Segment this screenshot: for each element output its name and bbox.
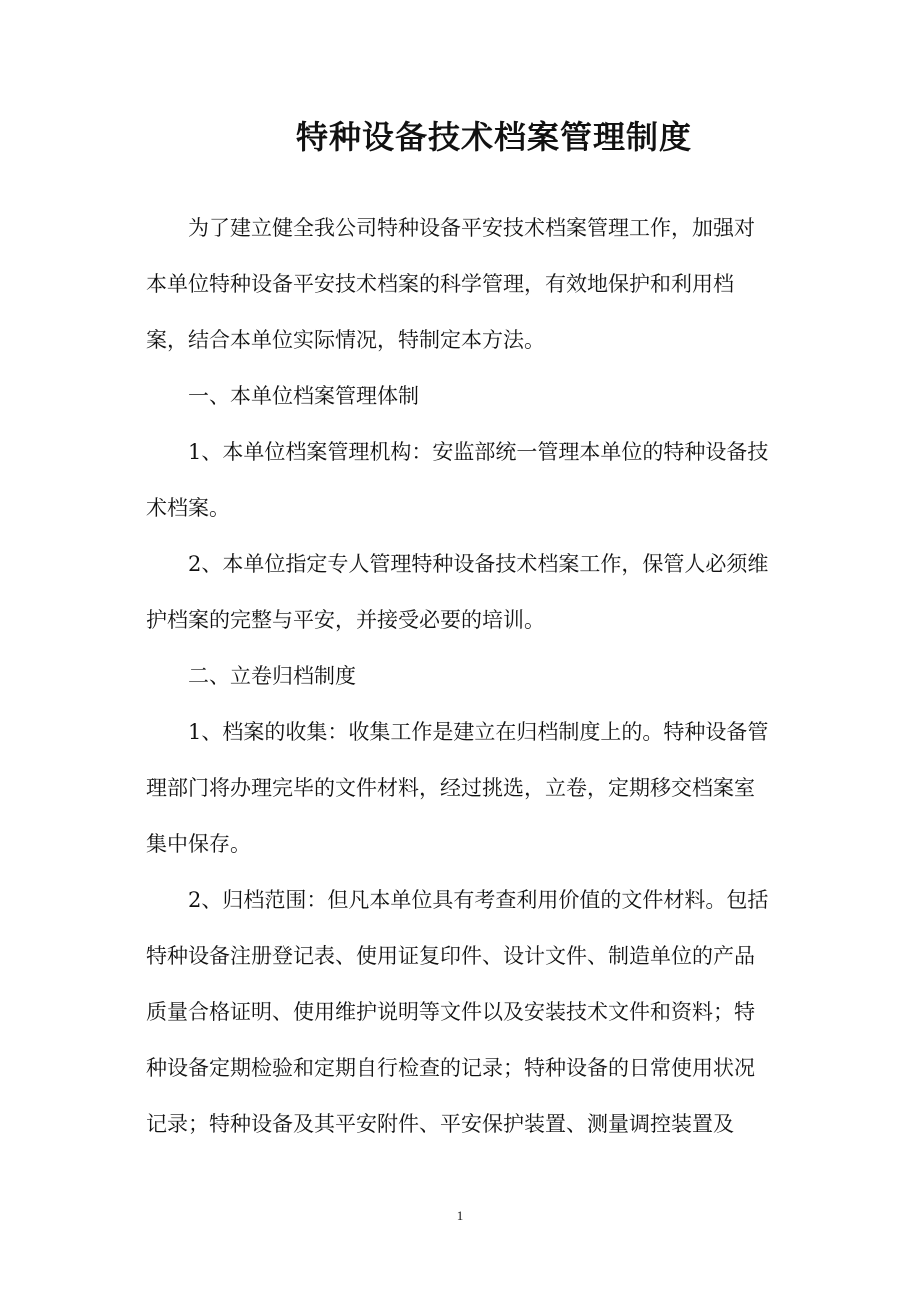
section-heading-2: 二、立卷归档制度 [188,664,356,688]
document-title: 特种设备技术档案管理制度 [295,118,692,156]
section-heading-1: 一、本单位档案管理体制 [188,384,419,408]
document-body [146,200,774,1152]
paragraph-2-1: 1、档案的收集：收集工作是建立在归档制度上的。特种设备管理部门将办理完毕的文件材料，经过挑选，立卷，定期移交档案室集中保存。 [146,720,769,856]
paragraph-intro: 为了建立健全我公司特种设备平安技术档案管理工作，加强对本单位特种设备平安技术档案的科学管理，有效地保护和利用档案，结合本单位实际情况，特制定本方法。 [146,216,755,352]
paragraph-1-2: 2、本单位指定专人管理特种设备技术档案工作，保管人必须维护档案的完整与平安，并接受必要的培训。 [146,552,769,632]
paragraph-2-2: 2、归档范围：但凡本单位具有考查利用价值的文件材料。包括特种设备注册登记表、使用证复印件、设计文件、制造单位的产品质量合格证明、使用维护说明等文件以及安装技术文件和资料；特种设备定期检验和定期自行检查的记录；特种设备的日常使用状况记录；特种设备及其平安附件、平安保护装置、测量调控装置及 [146,888,769,1136]
paragraph-1-1: 1、本单位档案管理机构：安监部统一管理本单位的特种设备技术档案。 [146,440,769,520]
page-number: 1 [456,1208,464,1223]
